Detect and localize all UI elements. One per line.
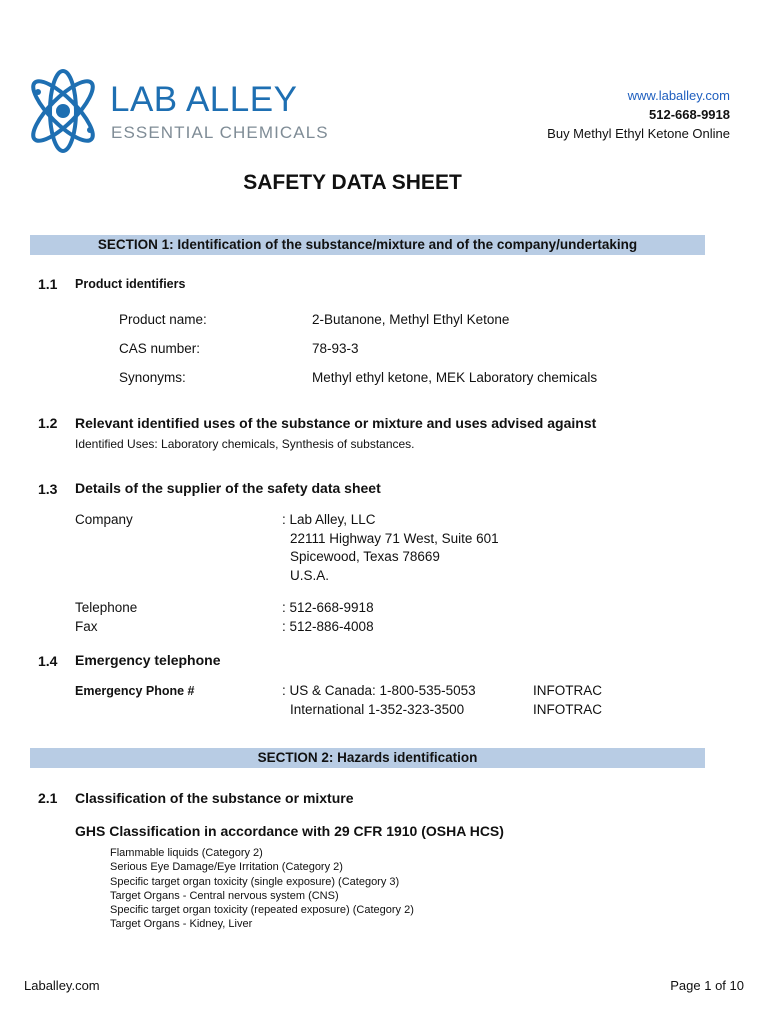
list-item: Flammable liquids (Category 2) [110, 847, 263, 859]
synonyms-value: Methyl ethyl ketone, MEK Laboratory chemicals [312, 370, 598, 385]
section-2-1-number: 2.1 [38, 790, 58, 806]
product-name-label: Product name: [119, 312, 207, 327]
emergency-number-intl: International 1-352-323-3500 [290, 702, 465, 717]
section-1-4-number: 1.4 [38, 653, 58, 669]
list-item: Target Organs - Kidney, Liver [110, 918, 253, 931]
section-1-2-heading: Relevant identified uses of the substance or mixture and uses advised against [75, 415, 597, 431]
list-item: Target Organs - Central nervous system (CNS) [110, 889, 339, 902]
company-line-2: 22111 Highway 71 West, Suite 601 [290, 531, 499, 546]
section-1-3-number: 1.3 [38, 481, 58, 497]
emergency-number-us: : US & Canada: 1-800-535-5053 [282, 683, 476, 698]
section-2-band: SECTION 2: Hazards identification [30, 748, 705, 768]
company-line-3: Spicewood, Texas 78669 [290, 549, 440, 564]
section-2-1-heading: Classification of the substance or mixture [75, 790, 354, 806]
header-phone: 512-668-9918 [649, 107, 730, 122]
telephone-label: Telephone [75, 600, 138, 615]
list-item: Specific target organ toxicity (repeated exposure) (Category 2) [110, 904, 414, 917]
product-name-value: 2-Butanone, Methyl Ethyl Ketone [312, 312, 510, 327]
fax-value: : 512-886-4008 [282, 619, 374, 634]
atom-logo-icon [20, 68, 106, 154]
emergency-provider-intl: INFOTRAC [533, 702, 602, 717]
emergency-provider-us: INFOTRAC [533, 683, 602, 698]
section-1-3-heading: Details of the supplier of the safety data sheet [75, 480, 381, 496]
section-1-2-number: 1.2 [38, 415, 58, 431]
header-tagline: Buy Methyl Ethyl Ketone Online [547, 126, 730, 141]
synonyms-label: Synonyms: [119, 370, 186, 385]
identified-uses-text: Identified Uses: Laboratory chemicals, Synthesis of substances. [75, 437, 415, 451]
company-label: Company [75, 512, 133, 527]
document-title: SAFETY DATA SHEET [243, 171, 462, 194]
logo-wordmark: LAB ALLEY [110, 80, 298, 119]
company-line-4: U.S.A. [290, 568, 330, 583]
ghs-classification-list [110, 846, 414, 932]
section-1-4-heading: Emergency telephone [75, 652, 221, 668]
footer-site: Laballey.com [24, 978, 100, 993]
section-1-band: SECTION 1: Identification of the substance/mixture and of the company/undertaking [30, 235, 705, 255]
fax-label: Fax [75, 619, 98, 634]
emergency-phone-label: Emergency Phone # [75, 684, 195, 698]
telephone-value: : 512-668-9918 [282, 600, 374, 615]
section-1-1-heading: Product identifiers [75, 277, 186, 291]
ghs-classification-heading: GHS Classification in accordance with 29 CFR 1910 (OSHA HCS) [75, 823, 504, 839]
company-line-1: : Lab Alley, LLC [282, 512, 376, 527]
section-1-1-number: 1.1 [38, 276, 58, 292]
footer-page-number: Page 1 of 10 [670, 978, 744, 993]
website-link[interactable]: www.laballey.com [627, 88, 730, 103]
cas-number-label: CAS number: [119, 341, 201, 356]
list-item: Serious Eye Damage/Eye Irritation (Category 2) [110, 861, 343, 874]
logo-subtitle: ESSENTIAL CHEMICALS [111, 123, 329, 142]
cas-number-value: 78-93-3 [312, 341, 359, 356]
list-item: Specific target organ toxicity (single exposure) (Category 3) [110, 875, 400, 888]
